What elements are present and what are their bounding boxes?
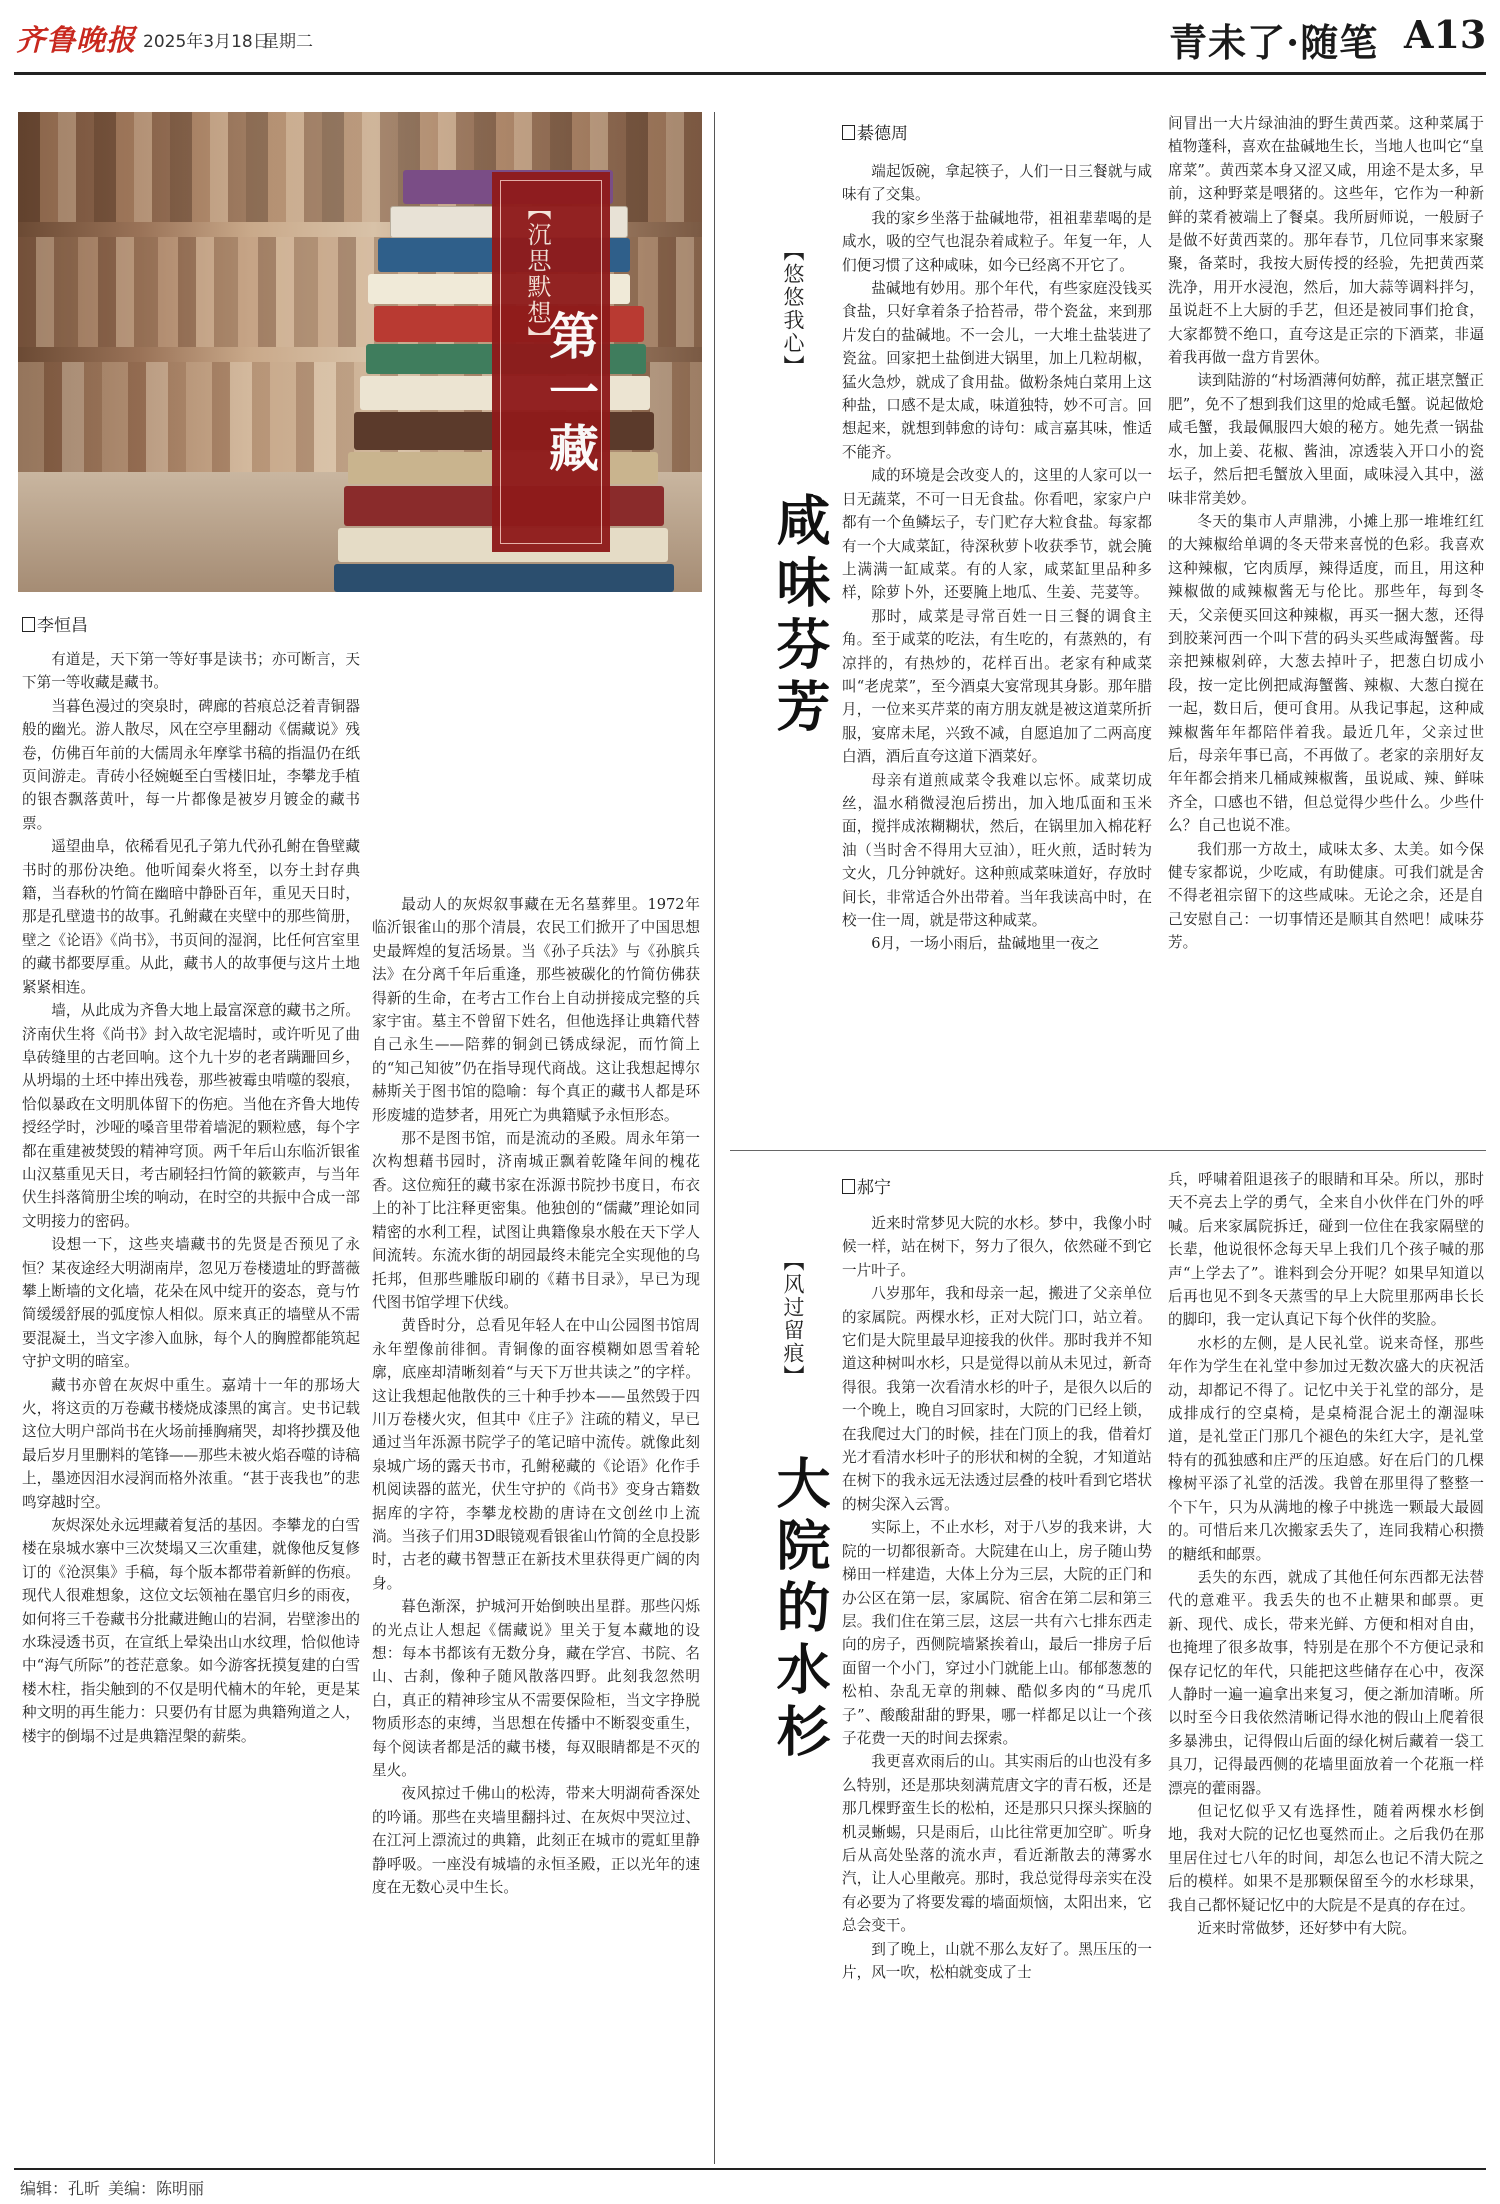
article1-column-left: 有道是，天下第一等好事是读书；亦可断言，天下第一等收藏是藏书。 当暮色漫过的突泉时，碑廊的苔痕总泛着青铜器般的幽光。游人散尽，风在空亭里翻动《儒藏说》残卷，仿佛百年前的大儒周永年摩挲书稿的指温仍在纸页间游走。青砖小径婉蜒至白雪楼旧址，李攀龙手植的银杏飘落黄叶，每一片都像是被岁月镀金的藏书票。 遥望曲阜，依稀看见孔子第九代孙孔鲋在鲁壁藏书时的那份决绝。他听闻秦火将至，以夯土封存典籍，当春秋的竹简在幽暗中静卧百年，重见天日时，那是孔壁遗书的故事。孔鲋藏在夹壁中的那些简册，壁之《论语》《尚书》，书页间的湿润，比任何宫室里的藏书都要厚重。从此，藏书人的故事便与这片土地紧紧相连。 墙，从此成为齐鲁大地上最富深意的藏书之所。济南伏生将《尚书》封入故宅泥墙时，或许听见了曲阜砖缝里的古老回响。这个九十岁的老者蹒跚回乡，从坍塌的土坯中捧出残卷，那些被霉虫啃噬的裂痕，恰似暴政在文明肌体留下的伤疤。当他在齐鲁大地传授经学时，沙哑的嗓音里带着墙泥的颗粒感，每个字都在重建被焚毁的精神穹顶。两千年后山东临沂银雀山汉墓重见天日，考古刷轻扫竹简的簌簌声，与当年伏生抖落简册尘埃的响动，在时空的共振中合成一部文明接力的密码。 设想一下，这些夹墙藏书的先贤是否预见了永恒？某夜途经大明湖南岸，忽见万卷楼遗址的野蔷薇攀上断墙的文化墙，花朵在风中绽开的姿态，竟与竹简缓缓舒展的弧度惊人相似。原来真正的墙壁从不需要混凝土，当文字渗入血脉，每个人的胸膛都能筑起守护文明的暗室。 藏书亦曾在灰烬中重生。嘉靖十一年的那场大火，将这贡的万卷藏书楼烧成漆黑的寓言。史书记载这位大明户部尚书在火场前捶胸痛哭，却将抄撰及他最后岁月里删料的笔锋——那些未被火焰吞噬的诗稿上，墨迹因泪水浸润而格外浓重。“甚于丧我也”的悲鸣穿越时空。 灰烬深处永远埋藏着复活的基因。李攀龙的白雪楼在泉城水寨中三次焚塌又三次重建，就像他反复修订的《沧溟集》手稿，每个版本都带着新鲜的伤痕。现代人很难想象，这位文坛领袖在墨官归乡的雨夜，如何将三千卷藏书分批藏进鲍山的岩洞，岩壁渗出的水珠浸透书页，在宣纸上晕染出山水纹理，恰似他诗中“海气所际”的苍茫意象。如今游客抚摸复建的白雪楼木柱，指尖触到的不仅是明代楠木的年轮，更是某种文明的再生能力：只要仍有甘愿为典籍殉道之人，楼宇的倒塌不过是典籍涅槃的薪柴。 — [22, 651, 360, 1745]
issue-date: 2025年3月18日 — [143, 32, 270, 52]
section-divider — [730, 1150, 1486, 1151]
book-stack-illustration — [18, 112, 702, 592]
byline-qi-dezhou: 綦德周 — [842, 119, 908, 144]
article-title: 第一藏 — [541, 310, 600, 478]
editor-credit: 编辑：孔昕 — [20, 2179, 101, 2198]
footer-rule — [14, 2168, 1486, 2170]
article-title: 大院的水杉 — [768, 1455, 832, 1765]
series-label: 【风过留痕】 — [781, 1250, 805, 1388]
article1-column-right: 最动人的灰烬叙事藏在无名墓葬里。1972年临沂银雀山的那个清晨，农民工们掀开了中国思想史最辉煌的复活场景。当《孙子兵法》与《孙膑兵法》在分离千年后重逢，那些被碳化的竹简仿佛获得新的生命，在考古工作台上自动拼接成完整的兵家宇宙。墓主不曾留下姓名，但他选择让典籍代替自己永生——陪葬的铜剑已锈成绿泥，而竹简上的“知己知彼”仍在指导现代商战。这让我想起博尔赫斯关于图书馆的隐喻：每个真正的藏书人都是环形废墟的造梦者，用死亡为典籍赋予永恒形态。 那不是图书馆，而是流动的圣殿。周永年第一次构想藉书园时，济南城正飘着乾隆年间的槐花香。这位痴狂的藏书家在泺源书院抄书度日，布衣上的补丁比注释更密集。他独创的“儒藏”理论如同精密的水利工程，试图让典籍像泉水般在天下学人间流转。东流水街的胡园最终未能完全实现他的乌托邦，但那些雕版印刷的《藉书目录》，早已为现代图书馆学埋下伏线。 黄昏时分，总看见年轻人在中山公园图书馆周永年塑像前徘徊。青铜像的面容模糊如恩雪着轮廓，底座却清晰刻着“与天下万世共读之”的字样。这让我想起他散佚的三十种手抄本——虽然毁于四川万卷楼火灾，但其中《庄子》注疏的精义，早已通过当年泺源书院学子的笔记暗中流传。就像此刻泉城广场的露天书市，孔鲋秘藏的《论语》化作手机阅读器的蓝光，伏生守护的《尚书》变身古籍数据库的字符，李攀龙校勘的唐诗在文创丝巾上流淌。当孩子们用3D眼镜观看银雀山竹简的全息投影时，古老的藏书智慧正在新技术里获得更广阔的肉身。 暮色渐深，护城河开始倒映出星群。那些闪烁的光点让人想起《儒藏说》里关于复本藏地的设想：每本书都该有无数分身，藏在学宫、书院、名山、古刹，像种子随风散落四野。此刻我忽然明白，真正的精神珍宝从不需要保险柜，当文字挣脱物质形态的束缚，当思想在传播中不断裂变重生，每个阅读者都是活的藏书楼，每双眼睛都是不灭的星火。 夜风掠过千佛山的松涛，带来大明湖荷香深处的吟诵。那些在夹墙里翻抖过、在灰烬中哭泣过、在江河上漂流过的典籍，此刻正在城市的霓虹里静静呼吸。一座没有城墙的永恒圣殿，正以光年的速度在无数心灵中生长。 — [372, 896, 700, 1897]
page-number: A13 — [1404, 12, 1487, 57]
series-label: 【悠悠我心】 — [781, 240, 805, 378]
byline-box-icon — [842, 125, 855, 140]
article3-column-right: 兵，呼啸着阻退孩子的眼睛和耳朵。所以，那时天不亮去上学的勇气，全来自小伙伴在门外的呼喊。后来家属院拆迁，碰到一位住在我家隔壁的长辈，他说很怀念每天早上我们几个孩子喊的那声“上学去了”。谁料到会分开呢？如果早知道以后再也见不到冬天蒸雪的早上大院里那两串长长的脚印，我一定认真记下每个伙伴的奖脸。 水杉的左侧，是人民礼堂。说来奇怪，那些年作为学生在礼堂中参加过无数次盛大的庆祝活动，却都记不得了。记忆中关于礼堂的部分，是成排成行的空桌椅，是桌椅混合泥土的潮湿味道，是礼堂正门那几个褪色的朱红大字，是礼堂特有的孤独感和庄严的压迫感。好在后门的几棵橡树平添了礼堂的活泼。我曾在那里得了整整一个下午，只为从满地的橡子中挑选一颗最大最圆的。可惜后来几次搬家丢失了，连同我精心积攒的糖纸和邮票。 丢失的东西，就成了其他任何东西都无法替代的意难平。我丢失的也不止糖果和邮票。更新、现代、成长，带来光鲜、方便和相对自由，也掩埋了很多故事，特别是在那个不方便记录和保存记忆的年代，只能把这些储存在心中，夜深人静时一遍一遍拿出来复习，便之渐加清晰。所以时至今日我依然清晰记得水池的假山上爬着很多暴沸虫，记得假山后面的绿化树后藏着一袋工具刀，记得最西侧的花墙里面放着一个花瓶一样漂亮的藿雨器。 但记忆似乎又有选择性，随着两棵水杉倒地，我对大院的记忆也戛然而止。之后我仍在那里居住过七八年的时间，却怎么也记不清大院之后的模样。如果不是那颗保留至今的水杉球果，我自己都怀疑记忆中的大院是不是真的存在过。 近来时常做梦，还好梦中有大院。 — [1168, 1171, 1484, 1937]
designer-credit: 美编：陈明丽 — [108, 2179, 205, 2198]
article-banner — [492, 172, 610, 552]
article2-column-left: 端起饭碗，拿起筷子，人们一日三餐就与咸味有了交集。 我的家乡坐落于盐碱地带，祖祖辈辈喝的是咸水，吸的空气也混杂着咸粒子。年复一年，人们便习惯了这种咸味，如今已经离不开它了。 盐碱地有妙用。那个年代，有些家庭没钱买食盐，只好拿着条子拾苔帚，带个瓷盆，来到那片发白的盐碱地。不一会儿，一大堆土盐装进了瓷盆。回家把土盐倒进大锅里，加上几粒胡椒，猛火急炒，就成了食用盐。做粉条炖白菜用上这种盐，口感不是太咸，味道独特，妙不可言。回想起来，就想到韩愈的诗句：咸言嘉其味，惟适不能齐。 咸的环境是会改变人的，这里的人家可以一日无蔬菜，不可一日无食盐。你看吧，家家户户都有一个鱼鳞坛子，专门贮存大粒食盐。每家都有一个大咸菜缸，待深秋萝卜收获季节，就会腌上满满一缸咸菜。有的人家，咸菜缸里品种多样，除萝卜外，还要腌上地瓜、生姜、芫荽等。 那时，咸菜是寻常百姓一日三餐的调食主角。至于咸菜的吃法，有生吃的，有蒸熟的，有凉拌的，有热炒的，花样百出。老家有种咸菜叫“老虎菜”，至今酒桌大宴常现其身影。那年腊月，一位来买芹菜的南方朋友就是被这道菜所折服，宴席未尾，兴致不减，自愿追加了二两高度白酒，酒后直夸这道下酒菜好。 母亲有道煎咸菜令我难以忘怀。咸菜切成丝，温水稍微浸泡后捞出，加入地瓜面和玉米面，搅拌成浓糊糊状，然后，在锅里加入棉花籽油（当时舍不得用大豆油），旺火煎，适时转为文火，几分钟就好。这种煎咸菜味道好，存放时间长，非常适合外出带着。当年我读高中时，在校一住一周，就是带这种咸菜。 6月，一场小雨后，盐碱地里一夜之 — [842, 163, 1152, 953]
section-name: 青未了·随笔 — [1169, 20, 1379, 65]
issue-weekday: 星期二 — [262, 32, 313, 52]
article2-column-right: 间冒出一大片绿油油的野生黄西菜。这种菜属于植物蓬科，喜欢在盐碱地生长，当地人也叫它“皇席菜”。黄西菜本身又涩又咸，用途不是太多，早前，这种野菜是喂猪的。这些年，它作为一种新鲜的菜肴被端上了餐桌。我所厨师说，一般厨子是做不好黄西菜的。那年春节，几位同事来家聚聚，备菜时，我按大厨传授的经验，先把黄西菜洗净，用开水浸泡，然后，加大蒜等调料拌匀，虽说赶不上大厨的手艺，但还是被同事们抢食，大家都赞不绝口，直夸这是正宗的下酒菜，非逼着我再做一盘方肯罢休。 读到陆游的“村场酒薄何妨醉，菰正堪烹蟹正肥”，免不了想到我们这里的炝咸毛蟹。说起做炝咸毛蟹，我最佩服四大娘的秘方。她先煮一锅盐水，加上姜、花椒、酱油，凉透装入开口小的瓷坛子，然后把毛蟹放入里面，咸味浸入其中，滋味非常美妙。 冬天的集市人声鼎沸，小摊上那一堆堆红红的大辣椒给单调的冬天带来喜悦的色彩。我喜欢这种辣椒，它肉质厚，辣得适度，而且，用这种辣椒做的咸辣椒酱无与伦比。那些年，每到冬天，父亲便买回这种辣椒，再买一捆大葱，还得到胶莱河西一个叫下营的码头买些咸海蟹酱。母亲把辣椒剁碎，大葱去掉叶子，把葱白切成小段，按一定比例把咸海蟹酱、辣椒、大葱白搅在一起，数日后，便可食用。从我记事起，这种咸辣椒酱年年都陪伴着我。最近几年，父亲过世后，母亲年事已高，不再做了。老家的亲朋好友年年都会捎来几桶咸辣椒酱，虽说咸、辣、鲜味齐全，口感也不错，但总觉得少些什么。少些什么？自己也说不准。 我们那一方故土，咸味太多、太美。如今保健专家都说，少吃咸，有助健康。可我们就是舍不得老祖宗留下的这些咸味。无论之余，还是自己安慰自己：一切事情还是顺其自然吧！咸味芬芳。 — [1168, 115, 1484, 952]
byline-li-hengchang: 李恒昌 — [22, 611, 88, 636]
byline-box-icon — [842, 1179, 855, 1194]
newspaper-logo: 齐鲁晚报 — [16, 23, 137, 57]
column-divider — [714, 112, 715, 2164]
article-title: 咸味芬芳 — [768, 492, 832, 740]
banner-series-label: 【沉思默想】 — [523, 196, 551, 352]
masthead-rule — [14, 72, 1486, 75]
byline-box-icon — [22, 617, 35, 632]
byline-hao-ning: 郝宁 — [842, 1173, 891, 1198]
article3-column-left: 近来时常梦见大院的水杉。梦中，我像小时候一样，站在树下，努力了很久，依然碰不到它一片叶子。 八岁那年，我和母亲一起，搬进了父亲单位的家属院。两棵水杉，正对大院门口，站立着。它们是大院里最早迎接我的伙伴。那时我并不知道这种树叫水杉，只是觉得以前从未见过，新奇得很。我第一次看清水杉的叶子，是很久以后的一个晚上，晚自习回家时，大院的门已经上锁，在我爬过大门的时候，挂在门顶上的我，借着灯光才看清水杉叶子的形状和树的全貌，才知道站在树下的我永远无法透过层叠的枝叶看到它塔状的树尖深入云霄。 实际上，不止水杉，对于八岁的我来讲，大院的一切都很新奇。大院建在山上，房子随山势梯田一样建造，大体上分为三层，大院的正门和办公区在第一层，家属院、宿舍在第二层和第三层。我们住在第三层，这层一共有六七排东西走向的房子，西侧院墙紧挨着山，最后一排房子后面留一个小门，穿过小门就能上山。郁郁葱葱的松柏、杂乱无章的荆棘、酷似多肉的“马虎爪子”、酸酸甜甜的野果，哪一样都足以让一个孩子花费一天的时间去探索。 我更喜欢雨后的山。其实雨后的山也没有多么特别，还是那块刻满荒唐文字的青石板，还是那几棵野蛮生长的松柏，还是那只只探头探脑的机灵蜥蜴，只是雨后，山比往常更加空旷。听身后从高处坠落的流水声，看近渐散去的薄雾水汽，让人心里敞亮。那时，我总觉得母亲实在没有必要为了将要发霉的墙面烦恼，太阳出来，它总会变干。 到了晚上，山就不那么友好了。黑压压的一片，风一吹，松柏就变成了士 — [842, 1215, 1152, 1981]
